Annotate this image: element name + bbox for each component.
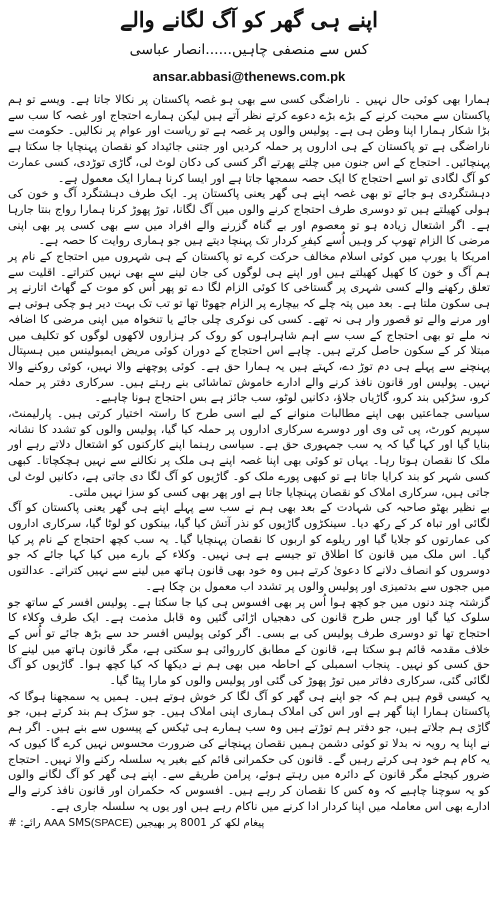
paragraph-2: دہشتگردی ہو جائے تو بھی غصہ اپنے ہی گھر یعنی پاکستان پر۔ ایک طرف دہشتگرد آگ و خون کی ہولی کھیلتے ہیں تو دوسری طرف احتجاج کرنے والوں میں آگ لگانا، توڑ پھوڑ کرنا ہمارا رواج بنتا جارہا ہے۔ اگر اشتعال زیادہ ہو تو معصوم اور بے گناہ گزرنے والے افراد میں سے بھی کسی پر بھی اپنی مرضی کا الزام تھوپ کر وہیں اُسے کیفرِ کردار تک پہنچا دیتے ہیں جو ہماری روایت کا حصہ ہے۔ xyxy=(8,187,490,248)
sms-code: (SPACE)AAA xyxy=(44,817,133,830)
paragraph-1: ہمارا بھی کوئی حال نہیں ۔ ناراضگی کسی سے بھی ہو غصہ پاکستان پر نکالا جاتا ہے۔ ویسے تو ہم پاکستان سے محبت کرنے کے بڑے بڑے دعوے کرتے نظر آتے ہیں لیکن ہمارے احتجاج اور غصہ کا سب سے بڑا شکار ہمارا اپنا وطن ہی ہے۔ پولیس والوں پر غصہ ہے تو ریاست اور عوام پر نکالیں۔ حکومت سے ناراضگی ہے تو پاکستان کے ہی اداروں پر حملہ کردیں اور جتنی جائیداد کو نقصان پہنچایا جا سکتا ہے پہنچائیں۔ احتجاج کے اس جنون میں چلتے پھرتے اگر کسی کی دکان لوٹ لی، گاڑی توڑدی، کسی عمارت کو آگ لگادی تو اسے احتجاج کا ایک حصہ سمجھا جاتا ہے اور ایسا کرنا ہمارا ایک معمول ہے۔ xyxy=(8,93,490,185)
paragraph-6: گزشتہ چند دنوں میں جو کچھ ہوا اُس پر بھی افسوس ہی کیا جا سکتا ہے۔ پولیس افسر کے ساتھ جو سلوک کیا گیا اور جس طرح قانون کی دھجیاں اڑائی گئیں وہ قابل مذمت ہے۔ ایک طرف وکلاء کا احتجاج تھا تو دوسری طرف پولیس کی بے بسی۔ اگر کوئی پولیس افسر حد سے بڑھ جائے تو اُس کے خلاف مقدمہ قائم ہو سکتا ہے، قانون کے مطابق کارروائی ہو سکتی ہے، مگر قانون ہاتھ میں لینے کا حق کسی کو نہیں۔ پنجاب اسمبلی کے احاطہ میں بھی ہم نے دیکھا کہ کیا کچھ ہوا۔ گاڑیوں کو آگ لگائی گئی، سرکاری دفاتر میں توڑ پھوڑ کی گئی اور پولیس والوں کو مارا پیٹا گیا۔ xyxy=(8,595,490,688)
paragraph-5: بے نظیر بھٹو صاحبہ کی شہادت کے بعد بھی ہم نے سب سے پہلے اپنے ہی گھر یعنی پاکستان کو آگ لگائی اور تباہ کر کے رکھ دیا۔ سینکڑوں گاڑیوں کو نذر آتش کیا گیا، بینکوں کو لوٹا گیا، سرکاری اداروں کی عمارتوں کو جلایا گیا اور ریلوے کو اربوں کا نقصان پہنچایا گیا۔ یہ سب کچھ احتجاج کے نام پر کیا گیا۔ اس ملک میں قانون کا اطلاق تو جیسے ہے ہی نہیں۔ وکلاء کے بارے میں کیا کہا جائے کہ جو دوسروں کو انصاف دلانے کا دعویٰ کرتے ہیں وہ خود بھی قانون ہاتھ میں لینے سے نہیں کتراتے۔ عدالتوں میں ججوں سے بدتمیزی اور پولیس والوں پر تشدد اب معمول بن چکا ہے۔ xyxy=(8,501,490,593)
paragraph-7: یہ کیسی قوم ہیں ہم کہ جو اپنے ہی گھر کو آگ لگا کر خوش ہوتے ہیں۔ ہمیں یہ سمجھنا ہوگا کہ پاکستان ہمارا اپنا گھر ہے اور اس کی املاک ہماری اپنی املاک ہیں۔ جو سڑک ہم بند کرتے ہیں، جو گاڑی ہم جلاتے ہیں، جو دفتر ہم توڑتے ہیں وہ سب ہمارے ہی ٹیکس کے پیسوں سے بنے ہیں۔ اگر ہم نے اپنا یہ رویہ نہ بدلا تو کوئی دشمن ہمیں نقصان پہنچانے کی ضرورت محسوس نہیں کرے گا کیوں کہ یہ کام ہم خود ہی کرتے رہیں گے۔ قانون کی حکمرانی قائم کیے بغیر یہ سلسلہ رکنے والا نہیں۔ احتجاج ضرور کیجئے مگر قانون کے دائرہ میں رہتے ہوئے، پرامن طریقے سے۔ اپنے ہی گھر کو آگ لگانے والوں کو یہ سوچنا چاہیے کہ وہ کس کا نقصان کر رہے ہیں۔ افسوس کہ حکمران اور قانون نافذ کرنے والے ادارے بھی اس معاملہ میں اپنا کردار ادا کرنے میں ناکام رہے ہیں اور یوں یہ سلسلہ جاری ہے۔ xyxy=(8,689,490,813)
sms-footer xyxy=(8,816,490,831)
paragraph-3: امریکا یا یورپ میں کوئی اسلام مخالف حرکت کرے تو پاکستان کے ہی شہروں میں احتجاج کے نام پر ہم آگ و خون کا کھیل کھیلتے ہیں اور اپنے ہی لوگوں کی جان لینے سے بھی نہیں کتراتے۔ اقلیت سے تعلق رکھنے والے کسی شہری پر گستاخی کا کوئی الزام لگا دے تو پھر اُس کو موت کے گھاٹ اتارنے پر ہی سکون ملتا ہے۔ بعد میں پتہ چلے کہ بیچارے پر الزام جھوٹا تھا تو تب تک بہت دیر ہو چکی ہوتی ہے اور مرنے والے تو قصور وار ہی نہ تھے۔ کسی کی نوکری چلی جائے یا تنخواہ میں اپنی مرضی کا اضافہ نہ ملے تو بھی احتجاج کے سب سے اہم شاہراہوں کو روک کر ہزاروں لاکھوں لوگوں کو تکلیف میں مبتلا کر کے سکون حاصل کرتے ہیں۔ چاہے اس احتجاج کے دوران کوئی مریض ایمبولینس میں ہسپتال پہنچنے سے پہلے ہی دم توڑ دے، کہتے ہیں یہ ہمارا حق ہے۔ کوئی پوچھنے والا نہیں، کوئی روکنے والا نہیں۔ پولیس اور قانون نافذ کرنے والے ادارے خاموش تماشائی بنے رہتے ہیں۔ سرکاری دفتر پر حملہ کرو، سڑکیں بند کرو، گاڑیاں جلاؤ، دکانیں لوٹو، سب جائز ہے بس احتجاج ہونا چاہیے۔ xyxy=(8,250,490,405)
sms-prefix: SMS رائے: # xyxy=(8,817,91,830)
article-body xyxy=(8,92,490,814)
sms-suffix: پیغام لکھ کر 8001 پر بھیجیں xyxy=(136,817,265,830)
byline: کس سے منصفی چاہیں......انصار عباسی xyxy=(129,42,369,58)
paragraph-4: سیاسی جماعتیں بھی اپنے مطالبات منوانے کے لیے اسی طرح کا راستہ اختیار کرتی ہیں۔ پارلیمنٹ، سپریم کورٹ، پی ٹی وی اور دوسرے سرکاری اداروں پر حملہ کیا گیا، پولیس والوں کو تشدد کا نشانہ بنایا گیا اور کہا گیا کہ یہ سب جمہوری حق ہے۔ سیاسی رہنما اپنے کارکنوں کو اشتعال دلاتے رہے اور ملک کا نقصان ہوتا رہا۔ یہاں تو کوئی بھی اپنا غصہ اپنے ہی ملک پر نکالنے سے نہیں ہچکچاتا۔ کبھی کسی شہر کو بند کرایا جاتا ہے تو کبھی پورے ملک کو۔ گاڑیوں کو آگ لگا دی جاتی ہے، دکانیں لوٹ لی جاتی ہیں، سرکاری املاک کو نقصان پہنچایا جاتا ہے اور پھر بھی کسی کو سزا نہیں ملتی۔ xyxy=(8,407,490,499)
headline: اپنے ہی گھر کو آگ لگانے والے xyxy=(120,7,378,32)
author-email: ansar.abbasi@thenews.com.pk xyxy=(152,69,346,84)
